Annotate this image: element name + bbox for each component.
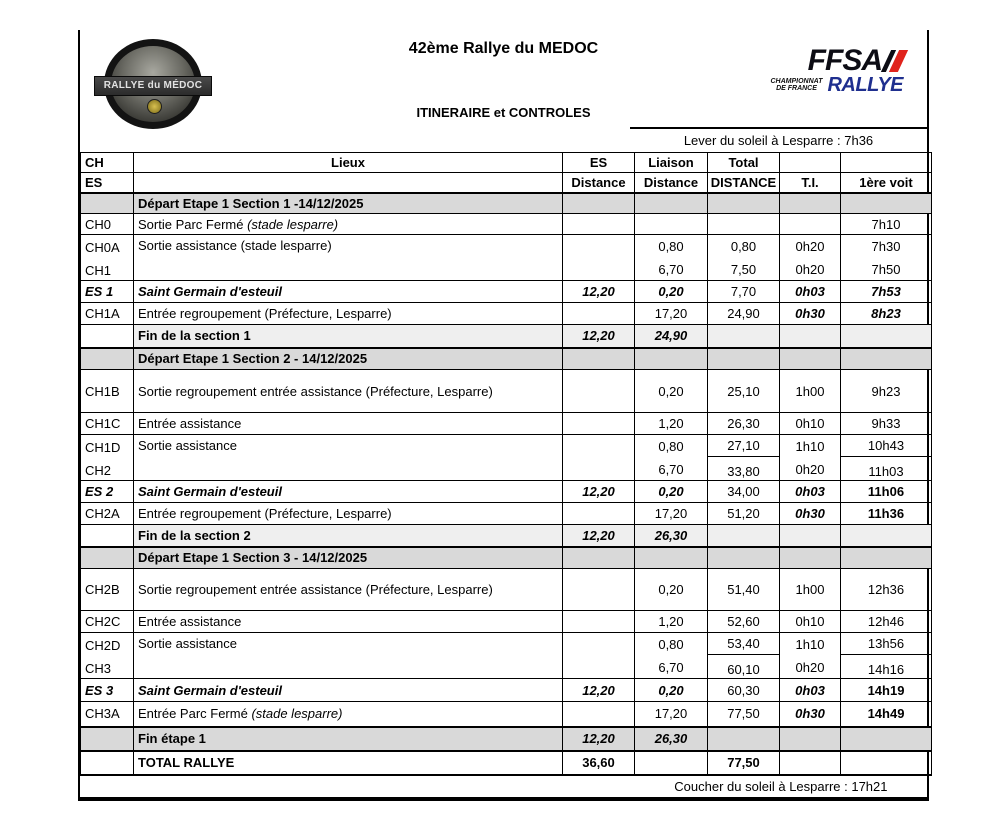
cell-liaison-distance: 26,30 — [635, 727, 708, 751]
cell-lieux: Sortie Parc Fermé (stade lesparre) — [134, 214, 563, 235]
cell-ch: ES 2 — [81, 481, 134, 503]
cell-ti: 0h10 — [780, 611, 841, 633]
sunset-note: Coucher du soleil à Lesparre : 17h21 — [81, 775, 932, 797]
cell-voit-header-blank — [841, 153, 932, 173]
cell-ch: CH1C — [81, 413, 134, 435]
cell-ti: 1h00 — [780, 370, 841, 413]
cell-total-header: Total — [708, 153, 780, 173]
control-row — [81, 503, 932, 525]
cell-ch: CH1D CH2 — [81, 435, 134, 481]
control-row — [81, 370, 932, 413]
cell-ti: 1h00 — [780, 569, 841, 611]
section-row — [81, 348, 932, 370]
cell-ch: CH2A — [81, 503, 134, 525]
control-row — [81, 303, 932, 325]
cell-first-car: 7h30 7h50 — [841, 235, 932, 281]
cell-fin-title: Fin de la section 1 — [134, 325, 563, 348]
cell-es-distance: 12,20 — [563, 325, 635, 348]
cell-liaison-distance: 0,20 — [635, 679, 708, 702]
cell-first-car: 14h19 — [841, 679, 932, 702]
cell-ti: 0h03 — [780, 481, 841, 503]
cell-ch — [81, 193, 134, 214]
cell-ti: 0h30 — [780, 702, 841, 727]
cell-first-car: 9h23 — [841, 370, 932, 413]
cell-liaison-distance: 0,20 — [635, 370, 708, 413]
ffsa-championnat-label: CHAMPIONNAT DE FRANCE — [770, 78, 823, 92]
cell-ch-header: CH — [81, 153, 134, 173]
cell-total-distance: 52,60 — [708, 611, 780, 633]
cell-lieux: Saint Germain d'esteuil — [134, 481, 563, 503]
cell-ti: 1h10 0h20 — [780, 633, 841, 679]
cell-ti-header: T.I. — [780, 173, 841, 193]
cell-first-car: 11h06 — [841, 481, 932, 503]
page-title: 42ème Rallye du MEDOC — [408, 40, 599, 57]
cell-first-car: 7h10 — [841, 214, 932, 235]
cell-es-distance: 36,60 — [563, 751, 635, 775]
control-row-double — [81, 633, 932, 679]
section-row — [81, 547, 932, 569]
cell-lieux: Saint Germain d'esteuil — [134, 281, 563, 303]
cell-lieux: Entrée assistance — [134, 413, 563, 435]
itinerary-sheet — [78, 30, 929, 801]
cell-ch: CH0A CH1 — [81, 235, 134, 281]
cell-section-title: Départ Etape 1 Section 1 -14/12/2025 — [134, 193, 563, 214]
cell-first-car: 13h56 14h16 — [841, 633, 932, 679]
cell-liaison-distance: 0,20 — [635, 569, 708, 611]
cell-total-distance: 25,10 — [708, 370, 780, 413]
cell-liaison-distance: 1,20 — [635, 413, 708, 435]
ffsa-wordmark: FFSA — [807, 44, 882, 77]
control-row — [81, 413, 932, 435]
cell-total-distance: 7,70 — [708, 281, 780, 303]
cell-lieux: Sortie assistance — [134, 435, 563, 481]
section-row — [81, 193, 932, 214]
cell-liaison-distance: 24,90 — [635, 325, 708, 348]
total-row — [81, 751, 932, 775]
cell-total-distance: 77,50 — [708, 751, 780, 775]
cell-ch: CH1B — [81, 370, 134, 413]
cell-lieux-header: Lieux — [134, 153, 563, 173]
cell-liaison-distance: 17,20 — [635, 303, 708, 325]
stage-row — [81, 679, 932, 702]
cell-first-car: 7h53 — [841, 281, 932, 303]
cell-es-distance: 12,20 — [563, 281, 635, 303]
cell-ch: ES 1 — [81, 281, 134, 303]
cell-ti: 0h10 — [780, 413, 841, 435]
ffsa-logo — [771, 46, 904, 95]
cell-ch: CH2C — [81, 611, 134, 633]
stage-row — [81, 281, 932, 303]
cell-lieux: Sortie regroupement entrée assistance (Préfecture, Lesparre) — [134, 370, 563, 413]
header-row-2 — [81, 173, 932, 193]
cell-lieux: Saint Germain d'esteuil — [134, 679, 563, 702]
cell-ti: 0h03 — [780, 281, 841, 303]
cell-total-distance: 24,90 — [708, 303, 780, 325]
cell-first-car: 9h33 — [841, 413, 932, 435]
control-row-double — [81, 235, 932, 281]
cell-ti: 0h30 — [780, 303, 841, 325]
cell-first-car: 8h23 — [841, 303, 932, 325]
cell-total-distance: 53,40 60,10 — [708, 633, 780, 679]
cell-ch: CH1A — [81, 303, 134, 325]
cell-lieux: Sortie assistance (stade lesparre) — [134, 235, 563, 281]
cell-fin-title: Fin de la section 2 — [134, 525, 563, 547]
cell-liaison-distance: 17,20 — [635, 702, 708, 727]
cell-total-distance: 26,30 — [708, 413, 780, 435]
cell-ti: 0h30 — [780, 503, 841, 525]
footer-row — [81, 775, 932, 797]
cell-lieux-header-blank — [134, 173, 563, 193]
cell-es-row-header: ES — [81, 173, 134, 193]
cell-liaison-distance: 0,80 6,70 — [635, 235, 708, 281]
rallye-logo-banner: RALLYE du MÉDOC — [94, 76, 212, 96]
cell-liaison-distance: 17,20 — [635, 503, 708, 525]
cell-ti-header-blank — [780, 153, 841, 173]
cell-fin-title: Fin étape 1 — [134, 727, 563, 751]
cell-first-car: 14h49 — [841, 702, 932, 727]
cell-total-distance: 34,00 — [708, 481, 780, 503]
cell-total-distance-header: DISTANCE — [708, 173, 780, 193]
ffsa-flag-icon — [886, 50, 903, 72]
cell-es-distance: 12,20 — [563, 525, 635, 547]
cell-liaison-distance: 26,30 — [635, 525, 708, 547]
ffsa-rallye-label: RALLYE — [827, 74, 903, 96]
cell-ti: 1h10 0h20 — [780, 435, 841, 481]
cell-liaison-distance: 0,20 — [635, 281, 708, 303]
cell-es-distance: 12,20 — [563, 727, 635, 751]
cell-first-car: 11h36 — [841, 503, 932, 525]
cell-liaison-distance: 0,20 — [635, 481, 708, 503]
cell-ti: 0h03 — [780, 679, 841, 702]
cell-total-distance: 77,50 — [708, 702, 780, 727]
document-header — [80, 30, 927, 152]
cell-total-distance: 27,10 33,80 — [708, 435, 780, 481]
cell-liaison-header: Liaison — [635, 153, 708, 173]
cell-total-distance: 60,30 — [708, 679, 780, 702]
cell-first-car: 12h46 — [841, 611, 932, 633]
cell-total-distance: 0,80 7,50 — [708, 235, 780, 281]
cell-lieux: Sortie assistance — [134, 633, 563, 679]
cell-total-title: TOTAL RALLYE — [134, 751, 563, 775]
stage-row — [81, 481, 932, 503]
page-subtitle: ITINERAIRE et CONTROLES — [416, 105, 591, 120]
fin-etape-row — [81, 727, 932, 751]
cell-total-distance: 51,40 — [708, 569, 780, 611]
fin-section-row — [81, 325, 932, 348]
cell-ti: 0h20 0h20 — [780, 235, 841, 281]
cell-ch: CH0 — [81, 214, 134, 235]
cell-ch: CH2D CH3 — [81, 633, 134, 679]
cell-ch: CH2B — [81, 569, 134, 611]
cell-liaison-distance-header: Distance — [635, 173, 708, 193]
control-row-double — [81, 435, 932, 481]
cell-es-distance: 12,20 — [563, 679, 635, 702]
control-row — [81, 611, 932, 633]
cell-liaison-distance: 1,20 — [635, 611, 708, 633]
cell-section-title: Départ Etape 1 Section 3 - 14/12/2025 — [134, 547, 563, 569]
cell-es-distance-header: Distance — [563, 173, 635, 193]
cell-lieux: Entrée assistance — [134, 611, 563, 633]
sunrise-note: Lever du soleil à Lesparre : 7h36 — [630, 127, 927, 152]
control-row — [81, 702, 932, 727]
fin-section-row — [81, 525, 932, 547]
cell-ch: CH3A — [81, 702, 134, 727]
cell-total-distance: 51,20 — [708, 503, 780, 525]
cell-ch: ES 3 — [81, 679, 134, 702]
cell-es-header: ES — [563, 153, 635, 173]
cell-liaison-distance: 0,80 6,70 — [635, 435, 708, 481]
cell-es-distance: 12,20 — [563, 481, 635, 503]
cell-liaison-distance: 0,80 6,70 — [635, 633, 708, 679]
cell-first-car: 12h36 — [841, 569, 932, 611]
cell-lieux: Sortie regroupement entrée assistance (Préfecture, Lesparre) — [134, 569, 563, 611]
cell-first-car-header: 1ère voit — [841, 173, 932, 193]
cell-section-title: Départ Etape 1 Section 2 - 14/12/2025 — [134, 348, 563, 370]
control-row — [81, 214, 932, 235]
itinerary-table — [80, 152, 932, 797]
cell-lieux: Entrée regroupement (Préfecture, Lesparre) — [134, 303, 563, 325]
cell-lieux: Entrée Parc Fermé (stade lesparre) — [134, 702, 563, 727]
cell-first-car: 10h43 11h03 — [841, 435, 932, 481]
cell-lieux: Entrée regroupement (Préfecture, Lesparre) — [134, 503, 563, 525]
header-row-1 — [81, 153, 932, 173]
control-row — [81, 569, 932, 611]
